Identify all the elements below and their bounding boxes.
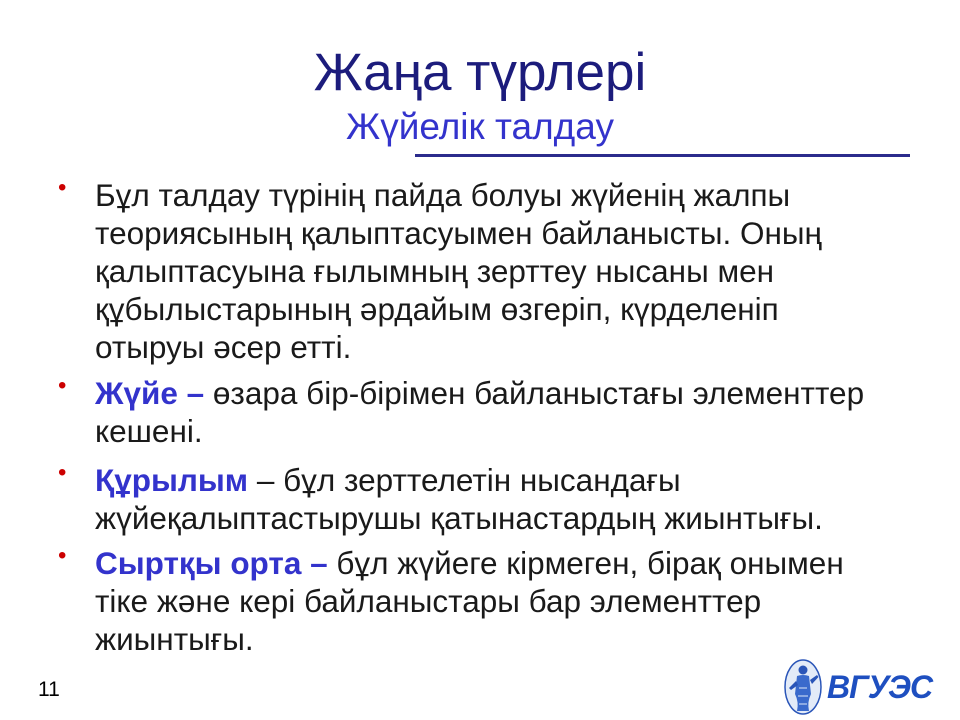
bullet-definition: – бұл зерттелетін нысандағы: [248, 462, 681, 498]
logo-wordmark: ВГУЭС: [827, 669, 933, 705]
bullet-text-line: құбылыстарының әрдайым өзгеріп, күрделеніп: [95, 291, 779, 327]
bullet-term: Жүйе –: [95, 375, 205, 411]
bullet-definition: бұл жүйеге кірмеген, бірақ онымен: [327, 545, 844, 581]
bullet-term: Сыртқы орта –: [95, 545, 328, 581]
bullet-text-line: теориясының қалыптасуымен байланысты. Оның: [95, 215, 822, 251]
bullet-text-line: [95, 374, 864, 412]
bullet-marker: •: [58, 542, 67, 569]
page-number: 11: [38, 678, 60, 701]
bullet-marker: •: [58, 174, 67, 201]
bullet-text-line: қалыптасуына ғылымның зерттеу нысаны мен: [95, 253, 775, 289]
bullet-text-line: жиынтығы.: [95, 621, 254, 657]
bullet-text-line: Бұл талдау түрінің пайда болуы жүйенің жалпы: [95, 177, 791, 213]
bullet-text: [95, 544, 844, 658]
bullet-term: Құрылым: [95, 462, 249, 498]
university-logo: [783, 658, 943, 718]
bullet-text: [95, 374, 864, 450]
bullet-item: [0, 542, 960, 657]
bullet-text-line: кешені.: [95, 413, 203, 449]
statue-figure-icon: [783, 658, 823, 716]
bullet-item: [0, 174, 960, 365]
bullet-text: [95, 176, 822, 366]
bullet-text-line: отыруы әсер етті.: [95, 329, 352, 365]
title-divider: [415, 154, 910, 157]
bullet-text: [95, 461, 823, 537]
bullet-marker: •: [58, 459, 67, 486]
slide-subtitle: Жүйелік талдау: [346, 106, 614, 147]
bullet-definition: өзара бір-бірімен байланыстағы элементтер: [204, 375, 865, 411]
bullet-text-line: жүйеқалыптастырушы қатынастардың жиынтығы.: [95, 500, 823, 536]
bullet-text-line: [95, 461, 823, 499]
slide-title: Жаңа түрлері: [313, 43, 647, 102]
bullet-text-line: тіке және кері байланыстары бар элементтер: [95, 583, 762, 619]
bullet-marker: •: [58, 372, 67, 399]
bullet-text-line: [95, 544, 844, 582]
bullet-item: [0, 372, 960, 449]
bullet-item: [0, 459, 960, 536]
